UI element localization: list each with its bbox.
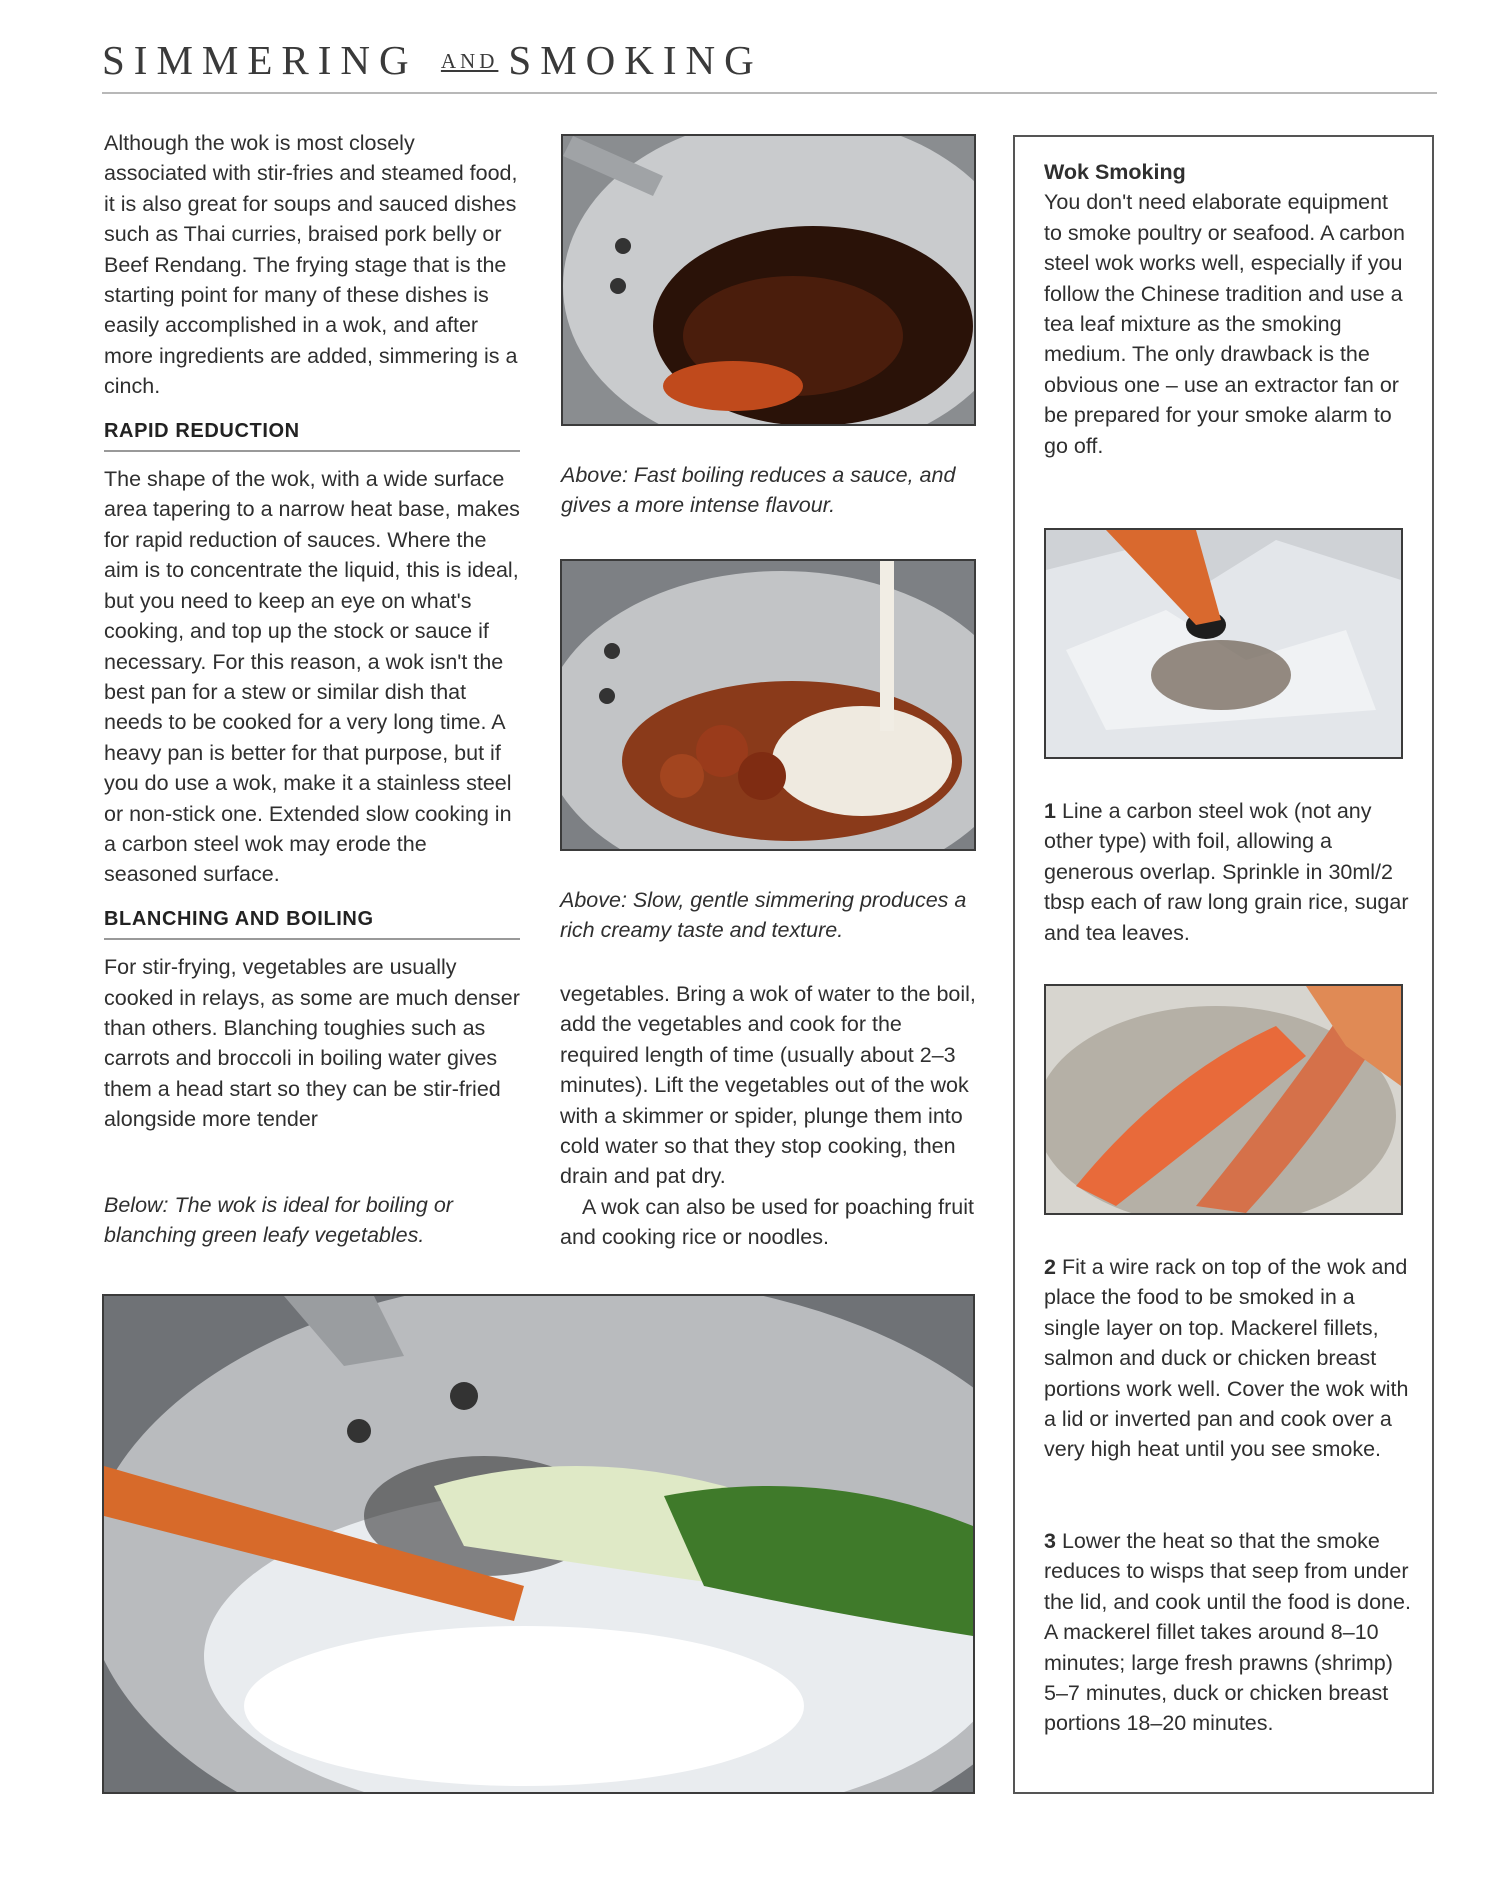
step-2 xyxy=(1044,1252,1414,1465)
reduction-caption: Above: Fast boiling reduces a sauce, and gives a more intense flavour. xyxy=(561,463,956,518)
page-header xyxy=(102,30,1437,94)
step-3-text: Lower the heat so that the smoke reduces to wisps that seep from under the lid, and cook until the food is done. A mackerel fillet takes around 8–10 minutes; large fresh prawns (shrimp) 5–7 minutes, duck or chicken breast portions 18–20 minutes. xyxy=(1044,1529,1411,1736)
fish-photo xyxy=(1044,984,1403,1215)
blanching-photo xyxy=(102,1294,975,1794)
step-3-number: 3 xyxy=(1044,1529,1056,1553)
blanching-caption: Below: The wok is ideal for boiling or blanching green leafy vegetables. xyxy=(104,1193,453,1248)
sidebar-intro-block xyxy=(1044,157,1410,461)
rapid-reduction-text: The shape of the wok, with a wide surface area tapering to a narrow heat base, makes for rapid reduction of sauces. Where the aim is to concentrate the liquid, this is ideal, but you need to keep an eye on what's cooking, and top up the stock or sauce if necessary. For this reason, a wok isn't the best pan for a stew or similar dish that needs to be cooked for a very long time. A heavy pan is better for that purpose, but if you do use a wok, make it a stainless steel or non-stick one. Extended slow cooking in a carbon steel wok may erode the seasoned surface. xyxy=(104,467,520,887)
step-1 xyxy=(1044,796,1414,948)
simmering-photo xyxy=(560,559,976,851)
page-title xyxy=(102,36,763,84)
step-1-text: Line a carbon steel wok (not any other type) with foil, allowing a generous overlap. Sprinkle in 30ml/2 tbsp each of raw long grain rice, sugar and tea leaves. xyxy=(1044,799,1409,945)
reduction-photo xyxy=(561,134,976,426)
title-simmering: SIMMERING xyxy=(102,37,418,83)
step-3 xyxy=(1044,1526,1414,1739)
title-smoking: SMOKING xyxy=(508,37,763,83)
blanching-heading: BLANCHING AND BOILING xyxy=(104,904,520,940)
intro-paragraph: Although the wok is most closely associated with stir-fries and steamed food, it is also great for soups and sauced dishes such as Thai curries, braised pork belly or Beef Rendang. The frying stage that is the starting point for many of these dishes is easily accomplished in a wok, and after more ingredients are added, simmering is a cinch. xyxy=(104,131,518,399)
sidebar-title: Wok Smoking xyxy=(1044,160,1186,184)
left-column xyxy=(104,128,520,1135)
middle-text xyxy=(560,979,982,1253)
step-2-number: 2 xyxy=(1044,1255,1056,1279)
step-1-number: 1 xyxy=(1044,799,1056,823)
blanching-text: For stir-frying, vegetables are usually cooked in relays, as some are much denser than others. Blanching toughies such as carrots and broccoli in boiling water gives them a head start so they can be stir-fried alongside more tender xyxy=(104,955,520,1132)
blanching-continued-text: vegetables. Bring a wok of water to the boil, add the vegetables and cook for the required length of time (usually about 2–3 minutes). Lift the vegetables out of the wok with a skimmer or spider, plunge them into cold water so that they stop cooking, then drain and pat dry. xyxy=(560,982,976,1189)
poaching-text: A wok can also be used for poaching fruit and cooking rice or noodles. xyxy=(560,1194,975,1250)
sidebar-intro: You don't need elaborate equipment to smoke poultry or seafood. A carbon steel wok works well, especially if you follow the Chinese tradition and use a tea leaf mixture as the smoking medium. The only drawback is the obvious one – use an extractor fan or be prepared for your smoke alarm to go off. xyxy=(1044,190,1405,458)
rapid-reduction-heading: RAPID REDUCTION xyxy=(104,416,520,452)
foil-photo xyxy=(1044,528,1403,759)
title-and: AND xyxy=(440,49,499,73)
step-2-text: Fit a wire rack on top of the wok and place the food to be smoked in a single layer on top. Mackerel fillets, salmon and duck or chicken breast portions work well. Cover the wok with a lid or inverted pan and cook over a very high heat until you see smoke. xyxy=(1044,1255,1409,1462)
simmering-caption: Above: Slow, gentle simmering produces a rich creamy taste and texture. xyxy=(560,888,967,943)
